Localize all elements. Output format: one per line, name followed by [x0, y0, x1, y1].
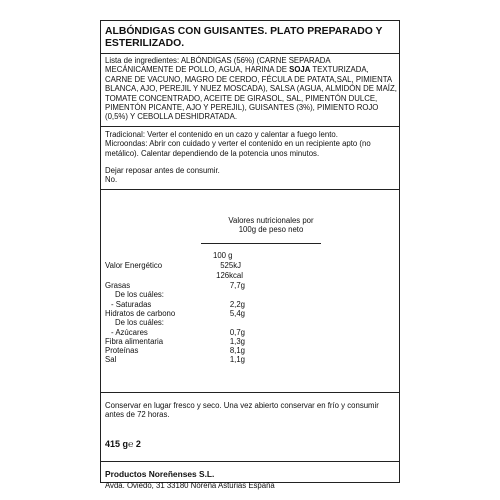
nutrition-label: - Saturadas: [111, 300, 152, 309]
rest-line-2: No.: [105, 175, 118, 185]
nutrition-value: 7,7g: [229, 281, 245, 290]
net-quantity: 415 g℮ 2: [105, 439, 141, 449]
divider: [101, 189, 399, 190]
divider: [201, 243, 321, 244]
divider: [101, 126, 399, 127]
nutrition-value: 0,7g: [229, 328, 245, 337]
nutrition-value: 5,4g: [229, 309, 245, 318]
nutrition-per: 100 g: [213, 251, 233, 260]
ingredients-suffix: TEXTURIZADA, CARNE DE VACUNO, MAGRO DE CERDO, FÉCULA DE PATATA,SAL, PIMIENTA BLANCA, AJO, PEREJIL Y NUEZ MOSCADA), SALSA (AGUA, ALMIDÓN DE MAÍZ, TOMATE CONCENTRADO, ACEITE DE GIRASOL, SAL, PIMENTÓN DULCE, PIMENTÓN PICANTE, AJO Y PEREJIL), GUISANTES (3%), PIMIENTO ROJO (0,5%) Y CEBOLLA DESHIDRATADA.: [105, 65, 397, 122]
ingredients-list: [105, 56, 397, 122]
nutrition-label: - Azúcares: [111, 328, 148, 337]
nutrition-label: De los cuáles:: [115, 290, 164, 299]
nutrition-value: 1,3g: [229, 337, 245, 346]
preparation-instructions: [105, 130, 397, 158]
ingredients-prefix: Lista de ingredientes: ALBÓNDIGAS (56%) (CARNE SEPARADA MECÁNICAMENTE DE POLLO, AGUA, HARINA DE: [105, 56, 331, 75]
product-label: [100, 20, 400, 490]
rest-instructions: [105, 166, 397, 185]
nutrition-value: 8,1g: [229, 346, 245, 355]
product-title: ALBÓNDIGAS CON GUISANTES. PLATO PREPARADO Y ESTERILIZADO.: [105, 26, 383, 49]
nutrition-value: 1,1g: [229, 355, 245, 364]
conservation-note: Conservar en lugar fresco y seco. Una vez abierto conservar en frío y consumir antes de 72 horas.: [105, 401, 379, 420]
divider: [101, 392, 399, 393]
nutrition-heading: [221, 216, 321, 235]
nutrition-label: Fibra alimentaria: [105, 337, 164, 346]
nutrition-value: 2,2g: [229, 300, 245, 309]
nutrition-heading-1: Valores nutricionales por: [228, 216, 314, 225]
divider: [101, 53, 399, 54]
ingredients-allergen: SOJA: [289, 65, 311, 75]
nutrition-label: Grasas: [105, 281, 131, 290]
nutrition-label: De los cuáles:: [115, 318, 164, 327]
rest-line-1: Dejar reposar antes de consumir.: [105, 166, 220, 175]
nutrition-label: Proteínas: [105, 346, 139, 355]
nutrition-label: Valor Energético: [105, 261, 163, 270]
nutrition-label: Hidratos de carbono: [105, 309, 176, 318]
nutrition-heading-2: 100g de peso neto: [238, 225, 304, 235]
nutrition-label: Sal: [105, 355, 117, 364]
company-address: Avda. Oviedo, 31 33180 Noreña Asturias España: [105, 481, 275, 490]
nutrition-value: 525kJ: [220, 261, 241, 270]
prep-microwave: Microondas: Abrir con cuidado y verter el contenido en un recipiente apto (no metálico). Calentar dependiendo de la potencia unos minutos.: [105, 139, 371, 158]
nutrition-value: 126kcal: [216, 271, 243, 280]
divider: [101, 461, 399, 462]
prep-traditional: Tradicional: Verter el contenido en un cazo y calentar a fuego lento.: [105, 130, 338, 139]
company-name: Productos Noreñenses S.L.: [105, 469, 215, 479]
